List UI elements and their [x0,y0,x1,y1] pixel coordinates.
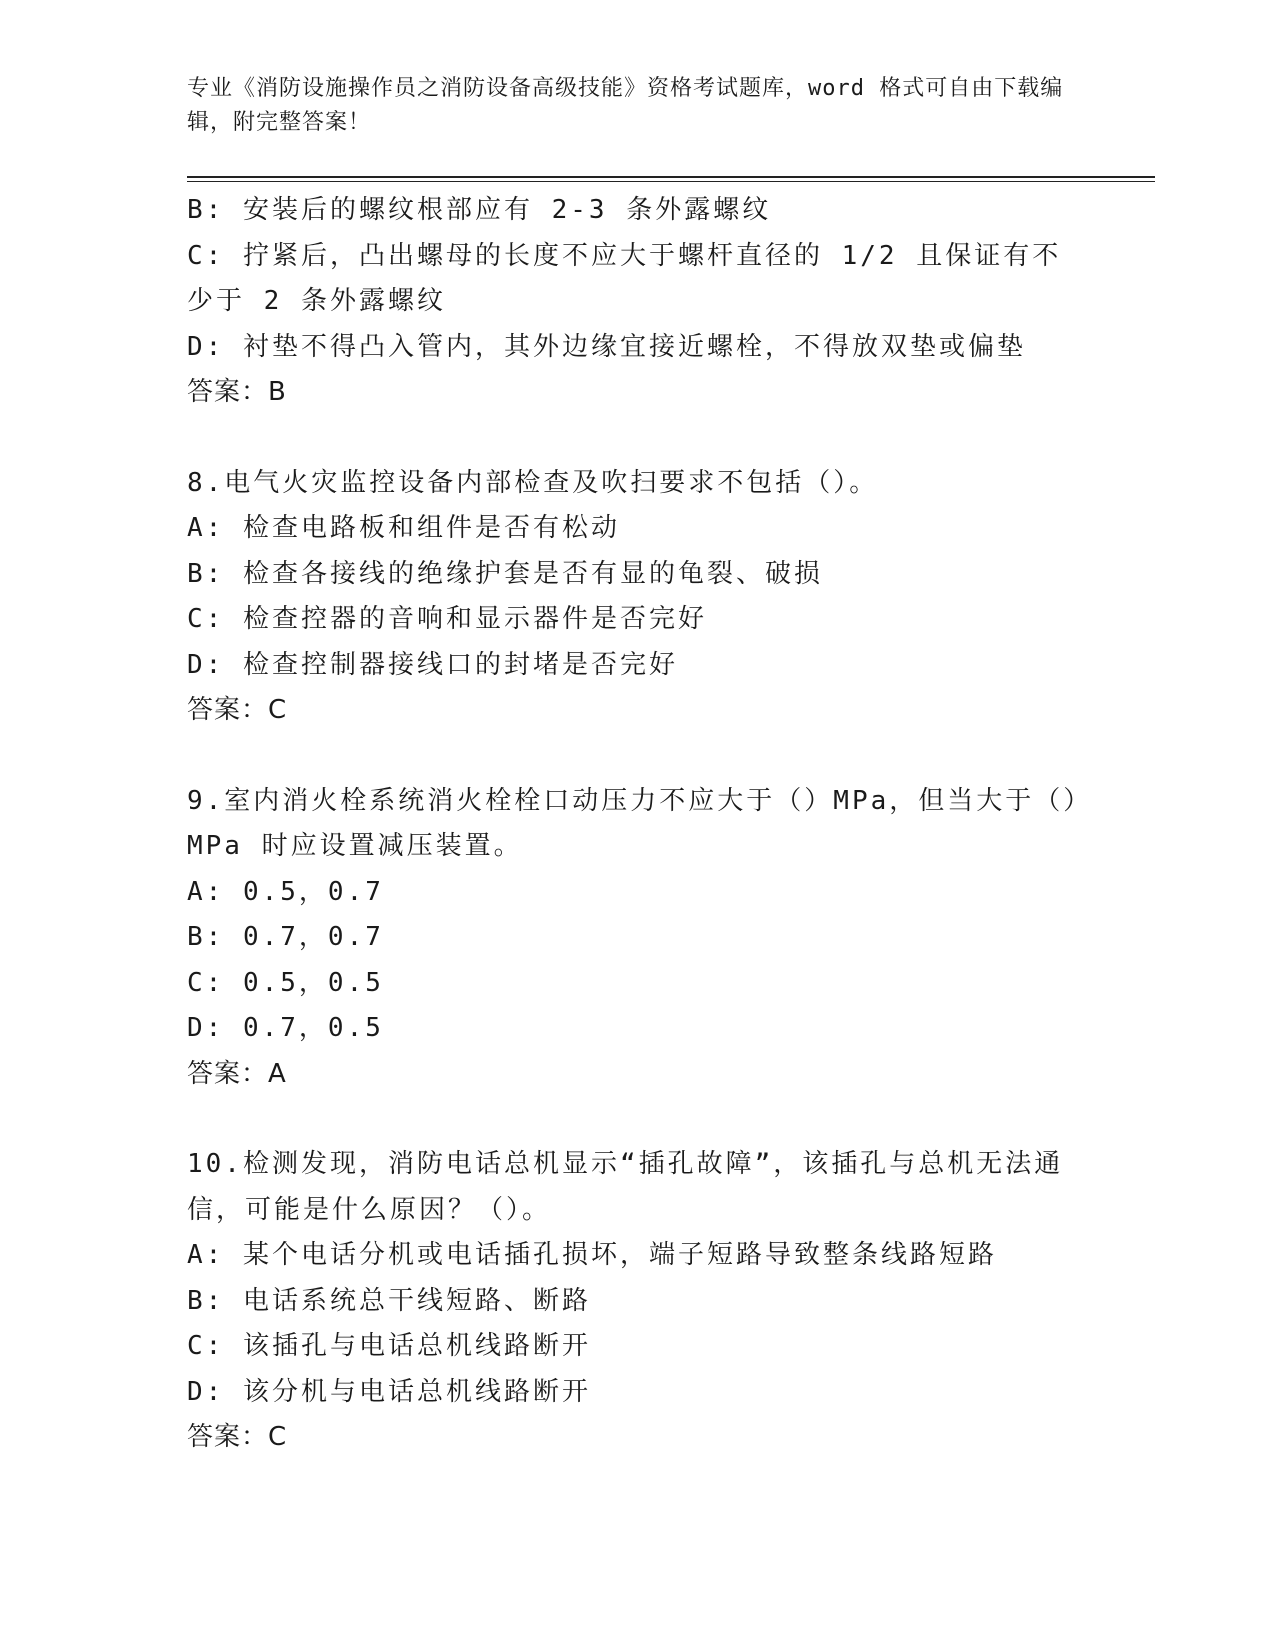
document-intro: 专业《消防设施操作员之消防设备高级技能》资格考试题库，word 格式可自由下载编辑，附完整答案！ [187,76,1064,135]
option-c: C: 0.5，0.5 [187,967,384,998]
answer: 答案：C [187,695,288,725]
question-list [187,188,1087,1461]
option-a: A: 检查电路板和组件是否有松动 [187,513,620,543]
option-b: B: 检查各接线的绝缘护套是否有显的龟裂、破损 [187,558,823,589]
option-b: B: 0.7，0.7 [187,922,384,952]
option-c: C: 拧紧后，凸出螺母的长度不应大于螺杆直径的 1/2 且保证有不少于 2 条外露螺纹 [187,240,1062,316]
spacer [187,416,1087,461]
spacer [187,1097,1087,1142]
header-divider-thin [187,181,1155,182]
option-c: C: 检查控器的音响和显示器件是否完好 [187,604,707,634]
spacer [187,734,1087,779]
question-9 [187,779,1087,1098]
option-b: B: 安装后的螺纹根部应有 2-3 条外露螺纹 [187,195,772,225]
question-text: 10.检测发现，消防电话总机显示“插孔故障”，该插孔与总机无法通信，可能是什么原因？（）。 [187,1149,1064,1225]
answer: 答案：B [187,377,287,407]
option-a: A: 0.5，0.7 [187,876,384,907]
option-c: C: 该插孔与电话总机线路断开 [187,1331,591,1361]
option-d: D: 衬垫不得凸入管内，其外边缘宜接近螺栓，不得放双垫或偏垫 [187,331,1026,362]
option-d: D: 0.7，0.5 [187,1013,384,1043]
option-d: D: 检查控制器接线口的封堵是否完好 [187,649,678,680]
question-8 [187,461,1087,734]
option-b: B: 电话系统总干线短路、断路 [187,1285,591,1316]
question-10 [187,1142,1087,1461]
option-a: A: 某个电话分机或电话插孔损坏，端子短路导致整条线路短路 [187,1240,997,1270]
question-text: 8.电气火灾监控设备内部检查及吹扫要求不包括（）。 [187,467,879,498]
answer: 答案：C [187,1422,288,1452]
question-text: 9.室内消火栓系统消火栓栓口动压力不应大于（）MPa，但当大于（）MPa 时应设置减压装置。 [187,785,1080,861]
header-divider-thick [187,176,1155,178]
question-7-continued [187,188,1087,416]
option-d: D: 该分机与电话总机线路断开 [187,1376,591,1407]
answer: 答案：A [187,1058,287,1089]
